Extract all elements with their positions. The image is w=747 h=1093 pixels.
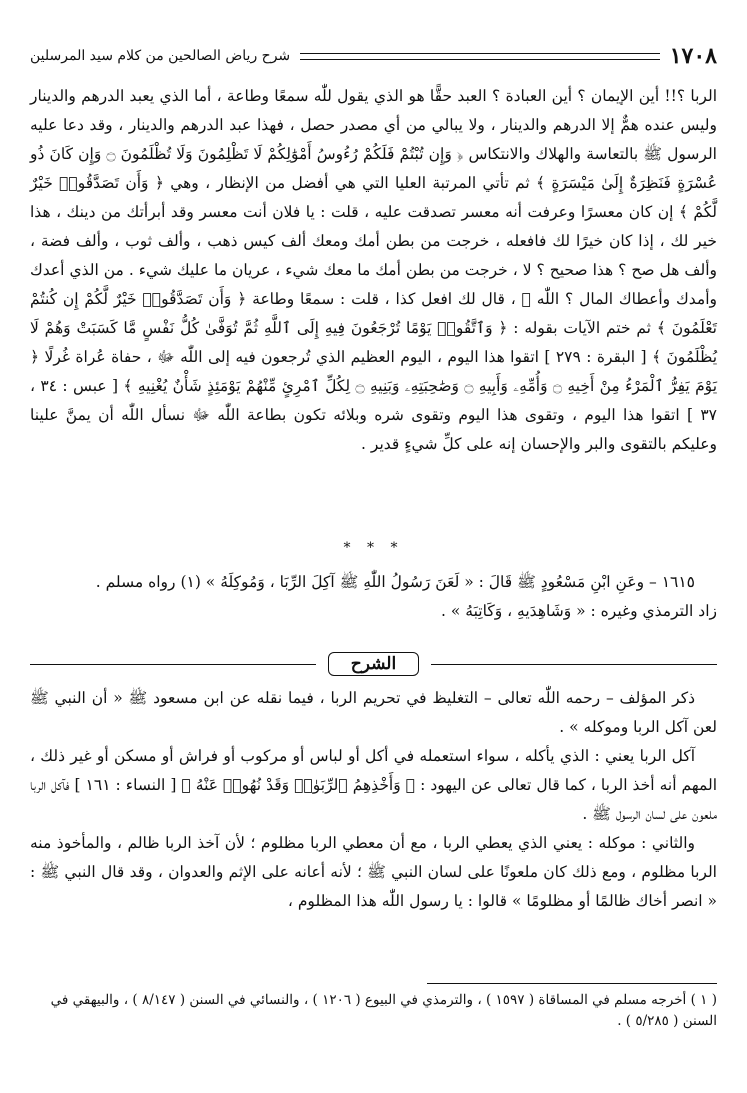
footnotes (30, 990, 717, 1032)
paragraph: ذكر المؤلف – رحمه اللّٰه تعالى – التغليظ في تحريم الربا ، فيما نقله عن ابن مسعود ﷺ « أن النبي ﷺ لعن آكل الربا وموكله » . (30, 689, 717, 736)
paragraph: آكل الربا يعني : الذي يأكله ، سواء استعمله في أكل أو لباس أو مركوب أو فراش أو مسكن أو غير ذلك ، المهم أنه أخذ الربا ، كما قال تعالى عن اليهود : ﴿ وَأَخْذِهِمُ ٱلرِّبَوٰا۟ وَقَدْ نُهُوا۟ عَنْهُ ﴾ [ النساء : ١٦١ ] فآكل الربا ملعون على لسان الرسول ﷺ . (30, 747, 717, 823)
heading-rule (30, 664, 316, 665)
paragraph: الربا ؟!! أين الإيمان ؟ أين العبادة ؟ العبد حقًّا هو الذي يقول للّٰه سمعًا وطاعة ، أما الذي يعبد الدرهم والدينار وليس عنده همٌّ إلا الدرهم والدينار ، ولا يبالي من أي مصدر حصل ، فهذا عبد الدرهم والدينار ، وقد دعا عليه الرسول ﷺ بالتعاسة والهلاك والانتكاس ﴿ وَإِن تُبْتُمْ فَلَكُمْ رُءُوسُ أَمْوَٰلِكُمْ لَا تَظْلِمُونَ وَلَا تُظْلَمُونَ ۝ وَإِن كَانَ ذُو عُسْرَةٍ فَنَظِرَةٌ إِلَىٰ مَيْسَرَةٍ ﴾ ثم تأتي المرتبة العليا التي هي أفضل من الإنظار ، وهي ﴿ وَأَن تَصَدَّقُوا۟ خَيْرٌ لَّكُمْ ﴾ إن كان معسرًا وعرفت أنه معسر تصدقت عليه ، قلت : يا فلان أنت معسر وقد أبرأتك من دينك ، هذا خير لك ، إذا كان خيرًا لك فافعله ، خرجت من بطن أمك ومعك ألف كيس ذهب ، وألف ثوب ، وألف فضة ، وألف هل صح ؟ هذا صحيح ؟ لا ، خرجت من بطن أمك ما معك شيء ، عريان ما عليك شيء . من الذي أعدك وأمدك وأعطاك المال ؟ اللّٰه ﷻ ، قال لك افعل كذا ، قلت : سمعًا وطاعة ﴿ وَأَن تَصَدَّقُوا۟ خَيْرٌ لَّكُمْ إِن كُنتُمْ تَعْلَمُونَ ﴾ ثم ختم الآيات بقوله : ﴿ وَٱتَّقُوا۟ يَوْمًا تُرْجَعُونَ فِيهِ إِلَى ٱللَّهِ ثُمَّ تُوَفَّىٰ كُلُّ نَفْسٍ مَّا كَسَبَتْ وَهُمْ لَا يُظْلَمُونَ ﴾ [ البقرة : ٢٧٩ ] اتقوا هذا اليوم ، اليوم العظيم الذي تُرجعون فيه إلى اللّٰه ﷻ ، حفاة عُراة غُرلًا ﴿ يَوْمَ يَفِرُّ ٱلْمَرْءُ مِنْ أَخِيهِ ۝ وَأُمِّهِۦ وَأَبِيهِ ۝ وَصَٰحِبَتِهِۦ وَبَنِيهِ ۝ لِكُلِّ ٱمْرِئٍ مِّنْهُمْ يَوْمَئِذٍ شَأْنٌ يُغْنِيهِ ﴾ [ عبس : ٣٤ ، ٣٧ ] اتقوا هذا اليوم ، وتقوى هذا اليوم وتقوى شره وبلائه تكون بطاعة اللّٰه ﷻ نسأل اللّٰه أن يمنَّ علينا وعليكم بالتقوى والبر والإحسان إنه على كلِّ شيءٍ قدير . (30, 87, 718, 453)
hadith-text (30, 568, 717, 626)
running-title: شرح رياض الصالحين من كلام سيد المرسلين (30, 48, 291, 64)
hadith-line: زاد الترمذي وغيره : « وَشَاهِدَيهِ ، وَكَاتِبَهُ » . (441, 602, 717, 620)
header-rule (300, 53, 660, 60)
commentary-title: الشرح (328, 652, 419, 676)
commentary-heading (30, 648, 717, 680)
body-text-commentary (30, 684, 717, 916)
footnote: ( ١ ) أخرجه مسلم في المساقاة ( ١٥٩٧ ) ، والترمذي في البيوع ( ١٢٠٦ ) ، والنسائي في السنن ( ٨/١٤٧ ) ، والبيهقي في السنن ( ٥/٢٨٥ ) . (50, 992, 717, 1029)
paragraph: والثاني : موكله : يعني الذي يعطي الربا ، مع أن معطي الربا مظلوم ؛ لأن آخذ الربا ظالم ، والمأخوذ منه الربا مظلوم ، ومع ذلك كان ملعونًا على لسان النبي ﷺ ؛ لأنه أعانه على الإثم والعدوان ، وقد قال النبي ﷺ : « انصر أخاك ظالمًا أو مظلومًا » قالوا : يا رسول اللّٰه هذا المظلوم ، (30, 834, 717, 910)
section-separator: * * * (343, 540, 404, 556)
heading-rule (431, 664, 717, 665)
page-header (30, 38, 717, 74)
hadith-line: ١٦١٥ – وعَنِ ابْنِ مَسْعُودٍ ﷺ قَالَ : « لَعَنَ رَسُولُ اللّٰهِ ﷺ آكِلَ الرِّبَا ، وَمُوكِلَهُ » (١) رواه مسلم . (95, 573, 695, 591)
page-number: ١٧٠٨ (669, 43, 717, 69)
footnote-rule (427, 983, 717, 984)
body-text-top (30, 82, 717, 459)
